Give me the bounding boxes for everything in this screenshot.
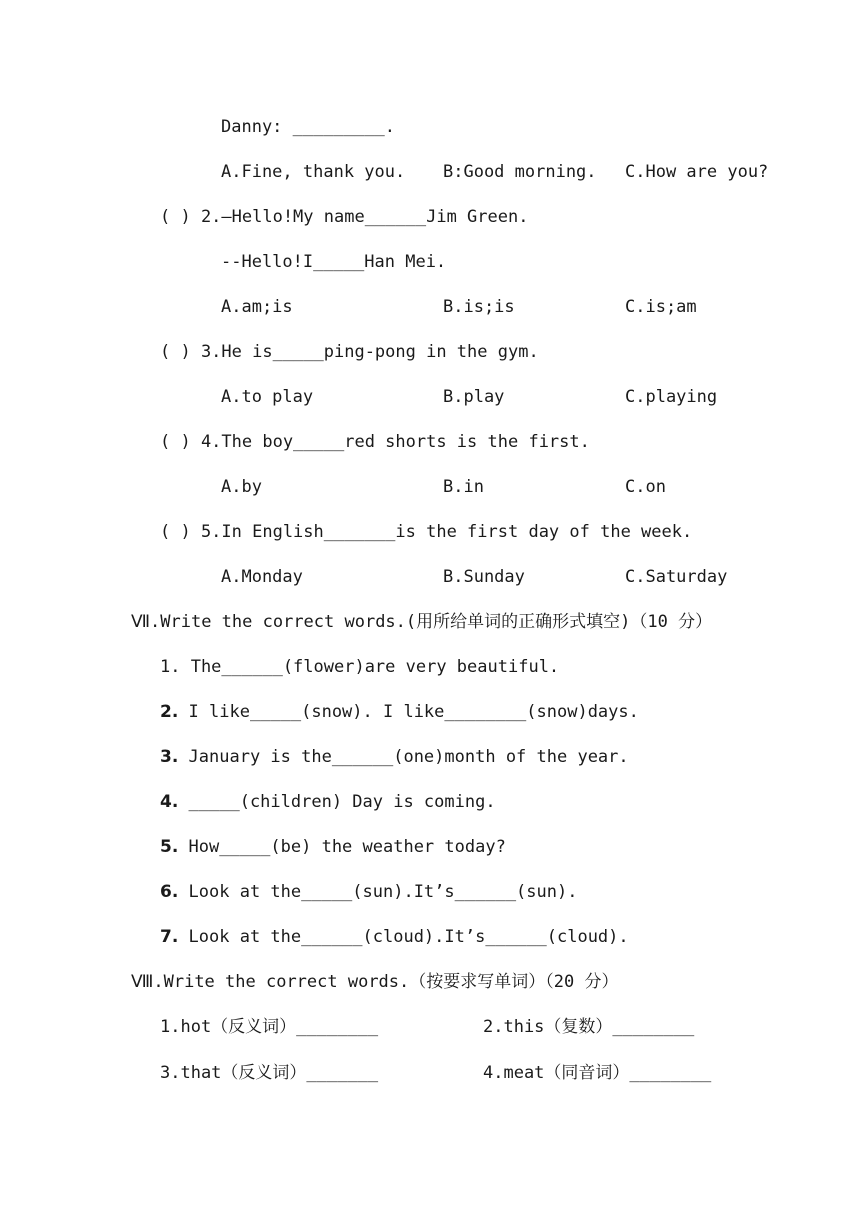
q4-prompt: ( ) 4.The boy_____red shorts is the first. [160, 432, 590, 452]
q2-option-b: B.is;is [443, 297, 515, 317]
q3-option-b: B.play [443, 387, 505, 407]
section-7-item [160, 881, 577, 903]
q2-prompt: ( ) 2.—Hello!My name______Jim Green. [160, 207, 529, 227]
q2-option-c: C.is;am [625, 297, 697, 317]
section-7-item [160, 701, 639, 723]
q4-option-a: A.by [221, 477, 262, 497]
q2-option-a: A.am;is [221, 297, 293, 317]
q2-reply: --Hello!I_____Han Mei. [221, 252, 447, 272]
item-number: 6. [160, 882, 179, 902]
item-number: 7. [160, 927, 179, 947]
section-7-item [160, 926, 629, 948]
q3-prompt: ( ) 3.He is_____ping-pong in the gym. [160, 342, 539, 362]
section-7-item [160, 746, 629, 768]
section-7-heading: Ⅶ.Write the correct words.(用所给单词的正确形式填空)（10 分） [131, 612, 713, 632]
item-text: January is the______(one)month of the year. [178, 747, 629, 767]
q5-option-c: C.Saturday [625, 567, 728, 587]
q5-option-a: A.Monday [221, 567, 303, 587]
q4-option-c: C.on [625, 477, 666, 497]
q1-option-a: A.Fine, thank you. [221, 162, 406, 182]
q3-option-c: C.playing [625, 387, 718, 407]
item-number: 5. [160, 837, 179, 857]
section-8-heading: Ⅷ.Write the correct words.（按要求写单词）（20 分） [131, 972, 619, 992]
q5-option-b: B.Sunday [443, 567, 525, 587]
q4-option-b: B.in [443, 477, 484, 497]
item-text: How_____(be) the weather today? [178, 837, 506, 857]
section-8-item: 2.this（复数）________ [483, 1017, 695, 1037]
item-text: I like_____(snow). I like________(snow)days. [178, 702, 639, 722]
item-number: 4. [160, 792, 179, 812]
section-8-item: 1.hot（反义词）________ [160, 1017, 379, 1037]
section-7-item: 1. The______(flower)are very beautiful. [160, 657, 560, 677]
item-number: 2. [160, 702, 179, 722]
section-8-item: 3.that（反义词）_______ [160, 1063, 379, 1083]
q1-reply-line: Danny: _________. [221, 117, 395, 137]
section-7-item [160, 791, 496, 813]
q3-option-a: A.to play [221, 387, 314, 407]
section-8-item: 4.meat（同音词）________ [483, 1063, 712, 1083]
q1-option-b: B:Good morning. [443, 162, 597, 182]
q1-option-c: C.How are you? [625, 162, 769, 182]
item-text: _____(children) Day is coming. [178, 792, 496, 812]
item-text: Look at the_____(sun).It’s______(sun). [178, 882, 578, 902]
item-number: 3. [160, 747, 179, 767]
section-7-item [160, 836, 506, 858]
q5-prompt: ( ) 5.In English_______is the first day of the week. [160, 522, 693, 542]
item-text: Look at the______(cloud).It’s______(cloud). [178, 927, 629, 947]
